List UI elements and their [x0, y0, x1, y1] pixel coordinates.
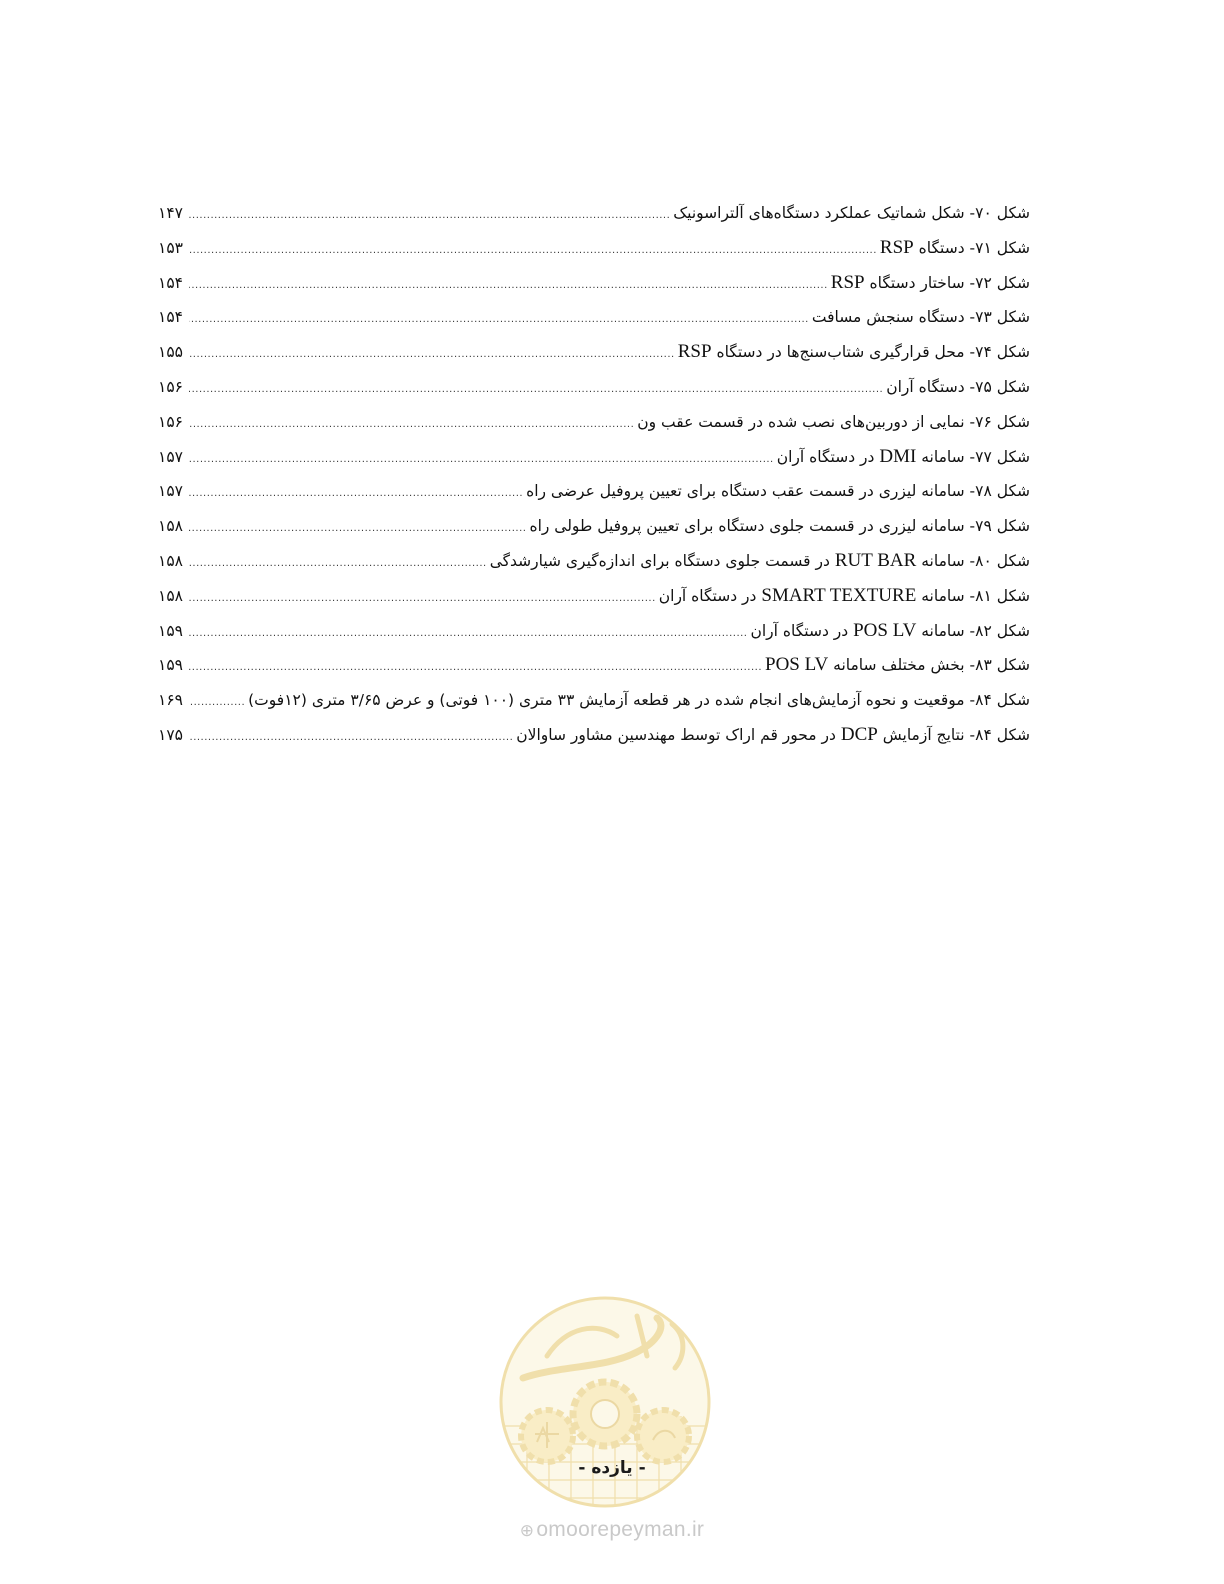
toc-entry-page: ۱۵۸: [158, 517, 183, 536]
toc-leader-dots: [189, 303, 809, 338]
toc-entry-page: ۱۵۸: [158, 586, 183, 605]
page-number: - یازده -: [578, 1458, 646, 1478]
toc-entry-label: شکل ۷۶- نمایی از دوربین‌های نصب شده در قسمت عقب ون: [637, 412, 1030, 431]
toc-leader-dots: [189, 199, 670, 234]
toc-entry-label: شکل ۷۹- سامانه لیزری در قسمت جلوی دستگاه برای تعیین پروفیل طولی راه: [529, 517, 1030, 536]
globe-icon: ⊕: [519, 1521, 535, 1540]
toc-entry-page: ۱۵۹: [158, 656, 183, 675]
toc-entry-label: شکل ۸۲- سامانه POS LV در دستگاه آران: [750, 619, 1030, 641]
toc-leader-dots: [189, 512, 526, 547]
website-watermark: [0, 1518, 1224, 1542]
toc-entry-label: شکل ۸۳- بخش مختلف سامانه POS LV: [765, 654, 1030, 676]
toc-entry-page: ۱۵۴: [158, 273, 183, 292]
toc-entry[interactable]: [158, 405, 1030, 440]
toc-entry[interactable]: [158, 648, 1030, 683]
toc-leader-dots: [189, 651, 762, 686]
toc-leader-dots: [189, 234, 877, 269]
table-of-figures: [158, 196, 1030, 753]
toc-entry-label: شکل ۷۵- دستگاه آران: [886, 377, 1030, 396]
website-url: omoorepeyman.ir: [536, 1518, 705, 1541]
toc-entry-page: ۱۵۳: [158, 238, 183, 257]
toc-leader-dots: [189, 443, 774, 478]
toc-entry[interactable]: [158, 683, 1030, 718]
toc-entry-page: ۱۵۶: [158, 377, 183, 396]
toc-entry-label: شکل ۸۱- سامانه SMART TEXTURE در دستگاه آران: [658, 584, 1030, 606]
toc-entry-page: ۱۵۹: [158, 621, 183, 640]
toc-leader-dots: [189, 477, 523, 512]
toc-leader-dots: [189, 408, 634, 443]
toc-entry-page: ۱۴۷: [158, 204, 183, 222]
toc-entry[interactable]: [158, 370, 1030, 405]
toc-entry-label: شکل ۷۸- سامانه لیزری در قسمت عقب دستگاه برای تعیین پروفیل عرضی راه: [526, 482, 1030, 501]
toc-entry-label: شکل ۷۴- محل قرارگیری شتاب‌سنج‌ها در دستگاه RSP: [677, 341, 1030, 363]
toc-entry-page: ۱۵۶: [158, 412, 183, 431]
toc-leader-dots: [189, 617, 747, 652]
toc-leader-dots: [189, 338, 675, 373]
toc-entry-label: شکل ۸۴- نتایج آزمایش DCP در محور قم اراک توسط مهندسین مشاور ساوالان: [516, 723, 1030, 745]
toc-leader-dots: [189, 721, 513, 756]
toc-entry-page: ۱۵۷: [158, 482, 183, 501]
toc-entry-page: ۱۵۷: [158, 447, 183, 466]
toc-entry[interactable]: [158, 266, 1030, 301]
toc-entry-label: شکل ۷۱- دستگاه RSP: [879, 236, 1030, 258]
toc-entry[interactable]: [158, 335, 1030, 370]
toc-entry[interactable]: [158, 231, 1030, 266]
toc-entry[interactable]: [158, 474, 1030, 509]
toc-leader-dots: [189, 582, 656, 617]
toc-entry-label: شکل ۷۲- ساختار دستگاه RSP: [830, 271, 1030, 293]
toc-entry-label: شکل ۸۰- سامانه RUT BAR در قسمت جلوی دستگاه برای اندازه‌گیری شیارشدگی: [489, 549, 1030, 571]
toc-entry-label: شکل ۷۳- دستگاه سنجش مسافت: [811, 308, 1030, 327]
toc-entry[interactable]: [158, 509, 1030, 544]
toc-entry[interactable]: [158, 196, 1030, 231]
toc-entry[interactable]: [158, 440, 1030, 475]
toc-entry[interactable]: [158, 614, 1030, 649]
toc-entry[interactable]: [158, 579, 1030, 614]
toc-leader-dots: [189, 547, 487, 582]
toc-leader-dots: [189, 686, 245, 721]
toc-entry[interactable]: [158, 718, 1030, 753]
toc-entry[interactable]: [158, 300, 1030, 335]
toc-entry-page: ۱۵۴: [158, 308, 183, 327]
toc-entry-page: ۱۶۹: [158, 691, 183, 710]
toc-entry-label: شکل ۷۷- سامانه DMI در دستگاه آران: [776, 445, 1030, 467]
toc-entry-label: شکل ۸۴- موقعیت و نحوه آزمایش‌های انجام شده در هر قطعه آزمایش ۳۳ متری (۱۰۰ فوتی) و عرض ۳/۶۵ متری (۱۲فوت): [248, 691, 1030, 710]
toc-entry-page: ۱۵۵: [158, 343, 183, 362]
toc-entry-page: ۱۵۸: [158, 551, 183, 570]
toc-leader-dots: [189, 373, 883, 408]
toc-entry-label: شکل ۷۰- شکل شماتیک عملکرد دستگاه‌های آلتراسونیک: [673, 204, 1030, 222]
toc-entry[interactable]: [158, 544, 1030, 579]
toc-leader-dots: [189, 269, 828, 304]
toc-entry-page: ۱۷۵: [158, 725, 183, 744]
